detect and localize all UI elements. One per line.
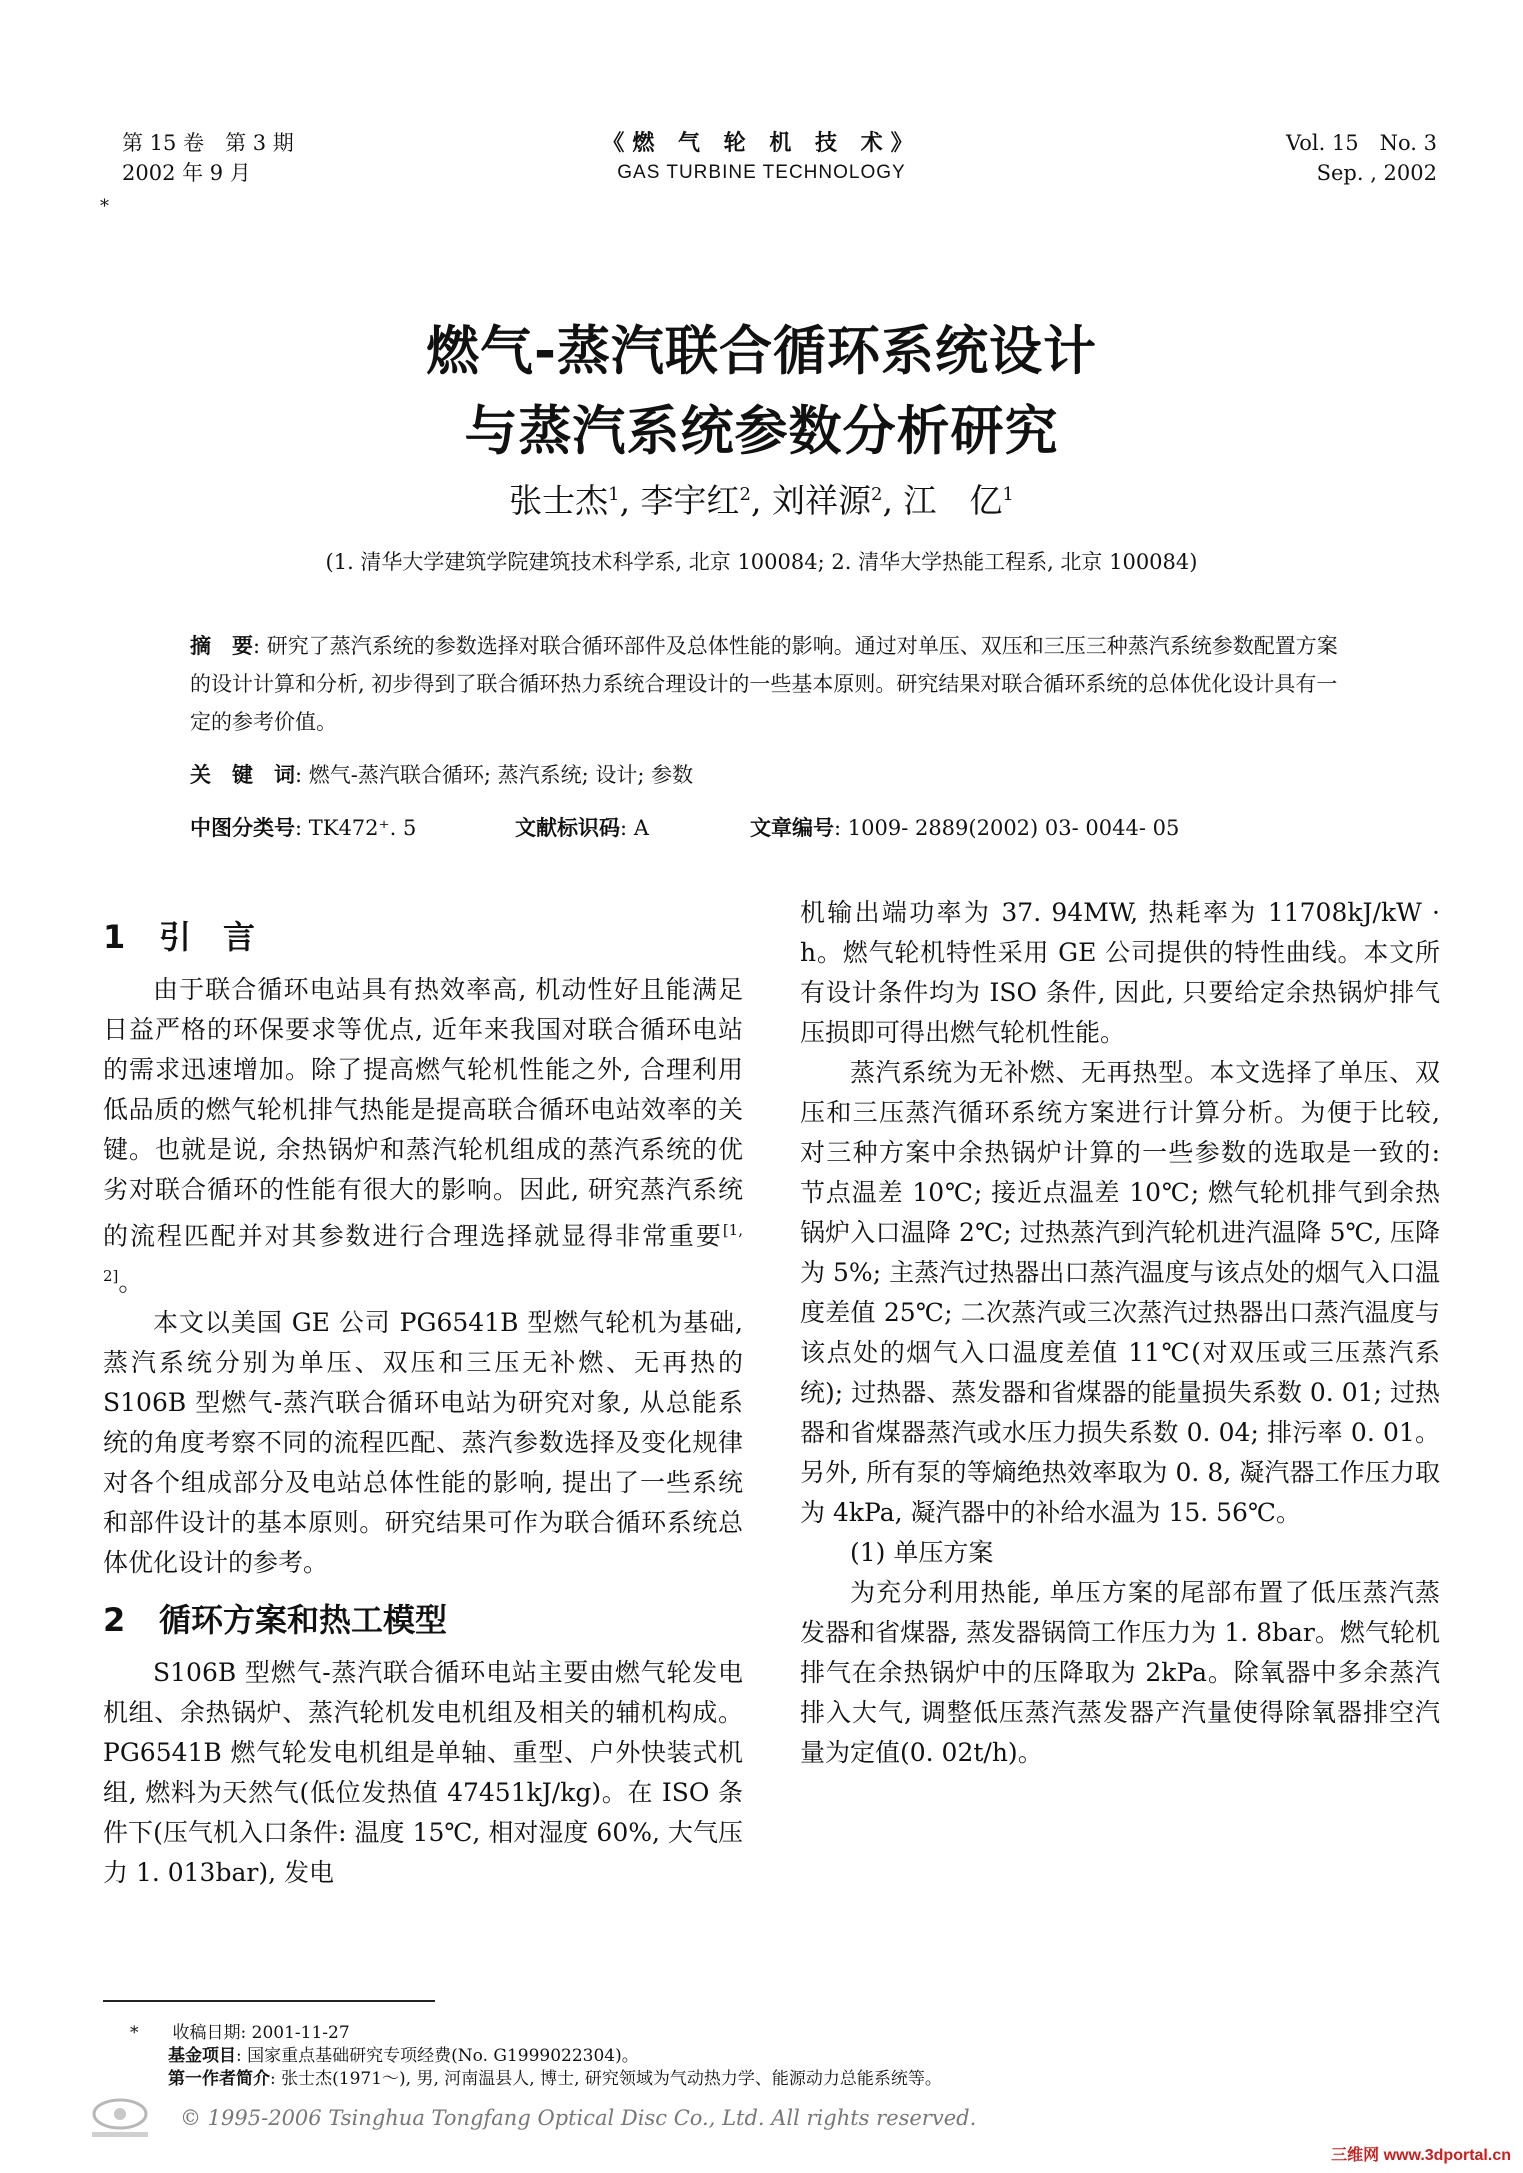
publication-date: 2002 年 9 月 [122,161,251,185]
keywords-text: : 燃气-蒸汽联合循环; 蒸汽系统; 设计; 参数 [295,763,694,787]
footnote-rule [103,2000,435,2002]
doc-code-value: : A [620,816,649,840]
footnotes [130,2022,942,2091]
doc-code [515,809,750,847]
journal-name-en: GAS TURBINE TECHNOLOGY [617,162,906,183]
paragraph: 蒸汽系统为无补燃、无再热型。本文选择了单压、双压和三压蒸汽循环系统方案进行计算分析。为便于比较, 对三种方案中余热锅炉计算的一些参数的选取是一致的: 节点温差 10℃; 接近点温差 10℃; 燃气轮机排气到余热锅炉入口温降 2℃; 过热蒸汽到汽轮机进汽温降 5℃, 压降为 5%; 主蒸汽过热器出口蒸汽温度与该点处的烟气入口温度差值 25℃; 二次蒸汽或三次蒸汽过热器出口蒸汽温度与该点处的烟气入口温度差值 11℃(对双压或三压蒸汽系统); 过热器、蒸发器和省煤器的能量损失系数 0. 01; 过热器和省煤器蒸汽或水压力损失系数 0. 04; 排污率 0. 01。另外, 所有泵的等熵绝热效率取为 0. 8, 凝汽器工作压力取为 4kPa, 凝汽器中的补给水温为 15. 56℃。 [800,1058,1440,1527]
footnote-star: * [130,2023,139,2043]
fund-label: 基金项目 [168,2046,236,2066]
section-title: 循环方案和热工模型 [159,1600,448,1639]
received-value: : 2001-11-27 [240,2023,350,2043]
section-number: 2 [103,1600,126,1639]
paragraph: 为充分利用热能, 单压方案的尾部布置了低压蒸汽蒸发器和省煤器, 蒸发器锅筒工作压力为 1. 8bar。燃气轮机排气在余热锅炉中的压降取为 2kPa。除氧器中多余蒸汽排入大气, 调整低压蒸汽蒸发器产汽量使得除氧器排空汽量为定值(0. 02t/h)。 [800,1578,1440,1767]
keywords-label: 关 键 词 [190,763,295,787]
author-separator: , [619,481,641,520]
author-name: 李宇红 [640,481,740,520]
abstract-label: 摘 要 [190,634,253,658]
author-name: 张士杰 [509,481,609,520]
author-name: 江 亿 [903,481,1003,520]
author-separator: , [882,481,904,520]
subsection-heading: (1) 单压方案 [850,1538,994,1567]
article-number-label: 文章编号 [750,816,834,840]
clc-value: : TK472⁺. 5 [295,816,417,840]
author-bio-label: 第一作者简介 [168,2069,270,2089]
author-affil-mark: 2 [739,484,751,505]
fund-value: : 国家重点基础研究专项经费(No. G1999022304)。 [236,2046,639,2066]
paragraph: 机输出端功率为 37. 94MW, 热耗率为 11708kJ/kW · h。燃气轮机特性采用 GE 公司提供的特性曲线。本文所有设计条件均为 ISO 条件, 因此, 只要给定余热锅炉排气压损即可得出燃气轮机性能。 [800,898,1440,1047]
paragraph: S106B 型燃气-蒸汽联合循环电站主要由燃气轮发电机组、余热锅炉、蒸汽轮机发电机组及相关的辅机构成。PG6541B 燃气轮发电机组是单轴、重型、户外快装式机组, 燃料为天然气(低位发热值 47451kJ/kg)。在 ISO 条件下(压气机入口条件: 温度 15℃, 相对湿度 60%, 大气压力 1. 013bar), 发电 [103,1657,743,1887]
section-2-heading [103,1595,743,1645]
site-watermark: 三维网 www.3dportal.cn [1331,2147,1511,2164]
received-label: 收稿日期 [172,2023,241,2043]
paragraph-end: 。 [118,1267,144,1297]
author-list [0,470,1523,526]
author-name: 刘祥源 [771,481,871,520]
journal-name-cn: 《燃 气 轮 机 技 术》 [602,130,921,156]
author-bio-value: : 张士杰(1971～), 男, 河南温县人, 博士, 研究领域为气动热力学、能源动力总能系统等。 [270,2069,942,2089]
body-left-column [103,898,743,1893]
publisher-logo-icon [82,2090,158,2142]
citation-ref: [1, 2] [103,1221,743,1286]
paragraph: 本文以美国 GE 公司 PG6541B 型燃气轮机为基础, 蒸汽系统分别为单压、双压和三压无补燃、无再热的 S106B 型燃气-蒸汽联合循环电站为研究对象, 从总能系统的角度考察不同的流程匹配、蒸汽参数选择及变化规律对各个组成部分及电站总体性能的影响, 提出了一些系统和部件设计的基本原则。研究结果可作为联合循环系统总体优化设计的参考。 [103,1307,743,1577]
doc-code-label: 文献标识码 [515,816,620,840]
author-affil-mark: 2 [870,484,883,505]
journal-volume-en [1286,128,1437,188]
author-affil-mark: 1 [608,484,620,505]
clc-label: 中图分类号 [190,816,295,840]
article-number-value: : 1009- 2889(2002) 03- 0044- 05 [834,816,1180,840]
author-affil-mark: 1 [1002,484,1014,505]
abstract-text: : 研究了蒸汽系统的参数选择对联合循环部件及总体性能的影响。通过对单压、双压和三压三种蒸汽系统参数配置方案的设计计算和分析, 初步得到了联合循环热力系统合理设计的一些基本原则。研究结果对联合循环系统的总体优化设计具有一定的参考价值。 [190,634,1338,734]
volume-issue: 第 15 卷 第 3 期 [122,131,294,155]
volume-issue-en: Vol. 15 No. 3 [1285,131,1437,155]
paragraph-text: 由于联合循环电站具有热效率高, 机动性好且能满足日益严格的环保要求等优点, 近年来我国对联合循环电站的需求迅速增加。除了提高燃气轮机性能之外, 合理利用低品质的燃气轮机排气热能是提高联合循环电站效率的关键。也就是说, 余热锅炉和蒸汽轮机组成的蒸汽系统的优劣对联合循环的性能有很大的影响。因此, 研究蒸汽系统的流程匹配并对其参数进行合理选择就显得非常重要 [103,975,743,1251]
body-right-column [800,893,1440,1773]
copyright-notice: © 1995-2006 Tsinghua Tongfang Optical Disc Co., Ltd. All rights reserved. [180,2106,977,2130]
section-title: 引 言 [159,918,256,956]
footnote-fund [130,2045,942,2068]
paper-title [0,312,1523,472]
article-number [750,809,1179,847]
footnote-star-mark: * [100,196,109,217]
title-line-2: 与蒸汽系统参数分析研究 [464,401,1059,462]
section-number: 1 [103,918,126,956]
paragraph [103,970,743,1303]
publication-date-en: Sep. , 2002 [1316,161,1437,185]
affiliations: (1. 清华大学建筑学院建筑技术科学系, 北京 100084; 2. 清华大学热能工程系, 北京 100084) [325,550,1198,574]
keywords [190,756,693,794]
footnote-received [130,2022,942,2045]
clc-number [190,809,515,847]
abstract [190,627,1350,741]
author-separator: , [751,481,772,520]
classification-line [190,809,1350,847]
footnote-author [130,2068,942,2091]
title-line-1: 燃气-蒸汽联合循环系统设计 [426,321,1097,382]
section-1-heading [103,912,743,962]
